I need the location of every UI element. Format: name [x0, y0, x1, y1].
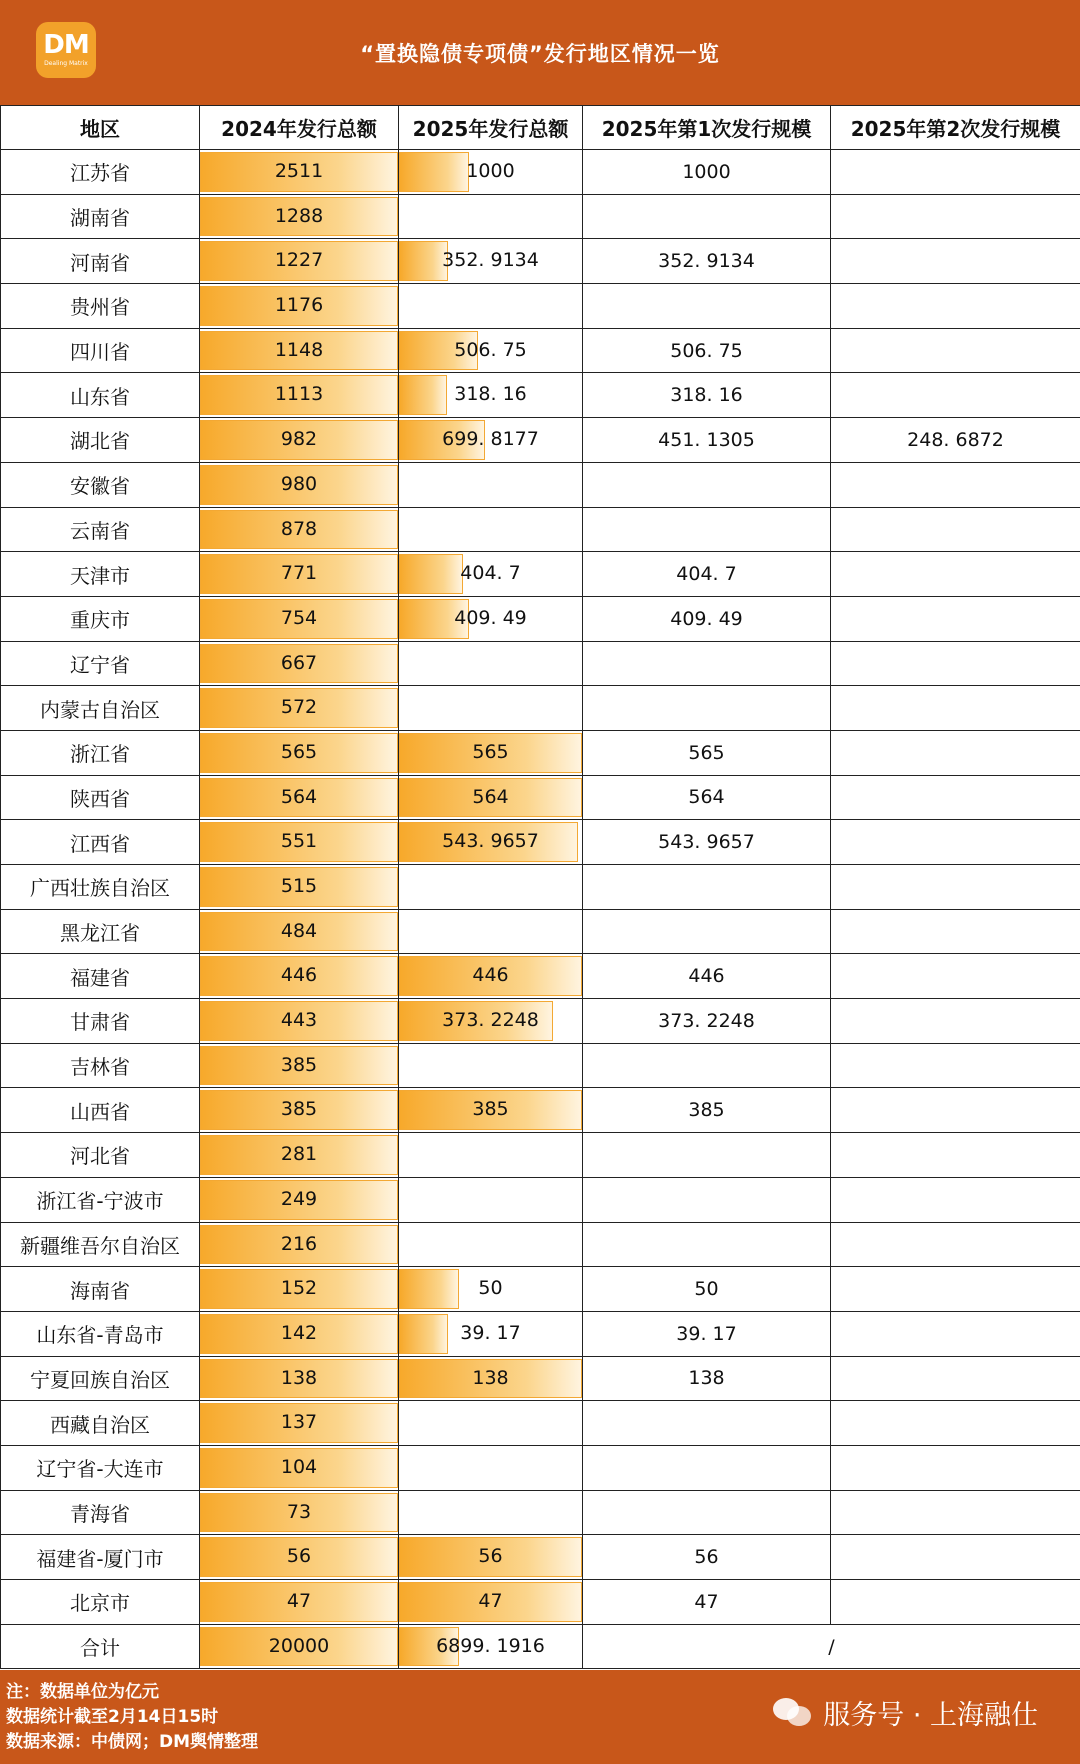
value-2025: 352. 9134 — [442, 249, 539, 272]
cell-region: 北京市 — [1, 1580, 200, 1625]
cell-2024-total — [200, 1043, 399, 1088]
cell-region: 河南省 — [1, 239, 200, 284]
cell-2025-first — [583, 865, 831, 910]
cell-2025-second — [831, 507, 1080, 552]
cell-2025-total — [399, 1445, 583, 1490]
cell-2024-total — [200, 596, 399, 641]
cell-2025-first: 385 — [583, 1088, 831, 1133]
cell-2025-total — [399, 775, 583, 820]
value-2025: 1000 — [466, 160, 515, 182]
cell-region: 湖南省 — [1, 194, 200, 239]
value-2024: 137 — [280, 1411, 318, 1434]
cell-2025-second — [831, 686, 1080, 731]
cell-2025-first: 506. 75 — [583, 328, 831, 373]
cell-2025-total — [399, 1133, 583, 1178]
cell-2025-second — [831, 1311, 1080, 1356]
table-row — [1, 507, 1080, 552]
cell-2024-total — [200, 507, 399, 552]
value-2025: 318. 16 — [454, 383, 527, 406]
cell-2024-total — [200, 1311, 399, 1356]
cell-2025-first: 56 — [583, 1535, 831, 1580]
cell-region: 辽宁省-大连市 — [1, 1445, 200, 1490]
bar-2025 — [399, 375, 447, 415]
cell-2024-total — [200, 686, 399, 731]
cell-region: 辽宁省 — [1, 641, 200, 686]
cell-2025-first — [583, 284, 831, 329]
cell-2025-first: 47 — [583, 1580, 831, 1625]
cell-2024-total — [200, 1624, 399, 1669]
cell-2025-total — [399, 1222, 583, 1267]
cell-2025-second — [831, 552, 1080, 597]
cell-2025-total — [399, 239, 583, 284]
cell-2025-first — [583, 1133, 831, 1178]
cell-2024-total — [200, 865, 399, 910]
cell-region: 浙江省-宁波市 — [1, 1177, 200, 1222]
value-2024: 878 — [280, 517, 318, 540]
cell-2025-second — [831, 1177, 1080, 1222]
header-banner — [0, 0, 1080, 105]
value-2024: 1148 — [274, 338, 324, 361]
cell-2025-first: 451. 1305 — [583, 418, 831, 463]
value-2024: 104 — [280, 1455, 318, 1478]
cell-region: 海南省 — [1, 1267, 200, 1312]
cell-2025-second — [831, 1580, 1080, 1625]
cell-2025-total — [399, 1401, 583, 1446]
cell-2024-total — [200, 462, 399, 507]
table-row — [1, 284, 1080, 329]
value-2024: 1113 — [274, 383, 324, 406]
note-unit: 注：数据单位为亿元 — [6, 1682, 159, 1702]
cell-2025-total — [399, 373, 583, 418]
cell-region: 陕西省 — [1, 775, 200, 820]
value-2024: 551 — [280, 830, 318, 853]
table-row — [1, 730, 1080, 775]
value-2024: 443 — [280, 1009, 318, 1032]
value-2024: 980 — [280, 472, 318, 495]
logo-subtext: Dealing Matrix — [44, 60, 88, 67]
column-header-region: 地区 — [1, 106, 200, 150]
value-2024: 1288 — [274, 204, 324, 227]
cell-2025-first: 1000 — [583, 150, 831, 195]
value-2025: 404. 7 — [460, 562, 521, 585]
cell-2024-total — [200, 1535, 399, 1580]
cell-2025-total — [399, 1088, 583, 1133]
cell-2024-total — [200, 730, 399, 775]
cell-2025-total — [399, 596, 583, 641]
cell-region: 江西省 — [1, 820, 200, 865]
cell-2025-second — [831, 596, 1080, 641]
cell-region: 云南省 — [1, 507, 200, 552]
column-header-2024-total: 2024年发行总额 — [200, 106, 399, 150]
cell-2025-total — [399, 999, 583, 1044]
value-2024: 484 — [280, 919, 318, 942]
table-row — [1, 1311, 1080, 1356]
cell-2025-total — [399, 284, 583, 329]
cell-region: 甘肃省 — [1, 999, 200, 1044]
value-2024: 2511 — [274, 160, 324, 182]
cell-2025-second — [831, 999, 1080, 1044]
wechat-icon — [773, 1696, 813, 1728]
value-2024: 1176 — [274, 294, 324, 317]
cell-2025-first: 446 — [583, 954, 831, 999]
cell-region: 内蒙古自治区 — [1, 686, 200, 731]
column-header-2025-first: 2025年第1次发行规模 — [583, 106, 831, 150]
cell-2025-second — [831, 462, 1080, 507]
cell-2025-total — [399, 641, 583, 686]
cell-2024-total — [200, 1222, 399, 1267]
cell-2025-first: 39. 17 — [583, 1311, 831, 1356]
cell-region: 黑龙江省 — [1, 909, 200, 954]
cell-2025-second — [831, 775, 1080, 820]
cell-2025-second — [831, 1088, 1080, 1133]
cell-2024-total — [200, 418, 399, 463]
table-row — [1, 328, 1080, 373]
note-source: 数据来源：中债网；DM舆情整理 — [6, 1732, 259, 1752]
cell-2025-first — [583, 1177, 831, 1222]
cell-2025-second — [831, 1356, 1080, 1401]
table-row — [1, 150, 1080, 195]
value-2025: 543. 9657 — [442, 830, 539, 853]
cell-2024-total — [200, 909, 399, 954]
cell-2025-issuance-merged: / — [583, 1624, 1080, 1669]
cell-2025-total — [399, 1580, 583, 1625]
value-2024: 982 — [280, 428, 318, 451]
cell-2025-first: 352. 9134 — [583, 239, 831, 284]
value-2024: 47 — [286, 1590, 312, 1612]
bar-2025 — [399, 152, 469, 192]
value-2024: 142 — [280, 1321, 318, 1344]
cell-2025-first — [583, 1043, 831, 1088]
cell-2024-total — [200, 239, 399, 284]
cell-2024-total — [200, 999, 399, 1044]
cell-2024-total — [200, 552, 399, 597]
value-2024: 152 — [280, 1277, 318, 1300]
cell-region: 四川省 — [1, 328, 200, 373]
cell-region: 西藏自治区 — [1, 1401, 200, 1446]
cell-2024-total — [200, 1267, 399, 1312]
cell-2024-total — [200, 1356, 399, 1401]
cell-2025-first: 50 — [583, 1267, 831, 1312]
cell-2025-second — [831, 641, 1080, 686]
value-2025: 446 — [472, 964, 509, 987]
cell-2025-second — [831, 150, 1080, 195]
cell-2025-total — [399, 1356, 583, 1401]
cell-region: 安徽省 — [1, 462, 200, 507]
footer-banner — [0, 1670, 1080, 1764]
value-2024: 565 — [280, 740, 318, 763]
value-2025: 50 — [478, 1277, 503, 1300]
table-row — [1, 462, 1080, 507]
cell-2025-second — [831, 373, 1080, 418]
cell-2024-total — [200, 820, 399, 865]
value-2025: 138 — [472, 1366, 509, 1389]
cell-region: 贵州省 — [1, 284, 200, 329]
value-2024: 216 — [280, 1232, 318, 1255]
cell-2024-total — [200, 954, 399, 999]
cell-2025-first — [583, 1222, 831, 1267]
cell-2025-total — [399, 909, 583, 954]
cell-2025-first — [583, 194, 831, 239]
value-2025: 699. 8177 — [442, 428, 539, 451]
cell-region: 重庆市 — [1, 596, 200, 641]
cell-region: 吉林省 — [1, 1043, 200, 1088]
cell-2025-second — [831, 730, 1080, 775]
table-row — [1, 1445, 1080, 1490]
cell-region: 新疆维吾尔自治区 — [1, 1222, 200, 1267]
cell-2025-second — [831, 1535, 1080, 1580]
value-2025: 56 — [478, 1545, 503, 1568]
table-row — [1, 641, 1080, 686]
cell-2025-first: 373. 2248 — [583, 999, 831, 1044]
table-row — [1, 1222, 1080, 1267]
cell-2024-total — [200, 284, 399, 329]
cell-2025-second — [831, 1490, 1080, 1535]
table-row — [1, 194, 1080, 239]
value-2024: 564 — [280, 785, 318, 808]
value-2025: 47 — [478, 1590, 503, 1612]
cell-region: 山东省-青岛市 — [1, 1311, 200, 1356]
cell-2025-second — [831, 194, 1080, 239]
cell-2025-second — [831, 328, 1080, 373]
value-2024: 249 — [280, 1187, 318, 1210]
cell-2025-second — [831, 909, 1080, 954]
footer-notes — [6, 1680, 258, 1755]
cell-region: 福建省-厦门市 — [1, 1535, 200, 1580]
table-total-row — [1, 1624, 1080, 1669]
table-row — [1, 1267, 1080, 1312]
column-header-2025-second: 2025年第2次发行规模 — [831, 106, 1080, 150]
cell-region: 浙江省 — [1, 730, 200, 775]
cell-region: 山西省 — [1, 1088, 200, 1133]
cell-2025-first: 543. 9657 — [583, 820, 831, 865]
cell-2024-total — [200, 194, 399, 239]
table-row — [1, 1043, 1080, 1088]
cell-2025-total — [399, 552, 583, 597]
table-row — [1, 552, 1080, 597]
cell-2025-second — [831, 1222, 1080, 1267]
cell-2025-second — [831, 865, 1080, 910]
table-row — [1, 820, 1080, 865]
cell-2024-total — [200, 1088, 399, 1133]
value-2025: 373. 2248 — [442, 1009, 539, 1032]
table-row — [1, 239, 1080, 284]
cell-2024-total — [200, 775, 399, 820]
cell-2025-first — [583, 1490, 831, 1535]
value-2024: 385 — [280, 1053, 318, 1076]
cell-region: 广西壮族自治区 — [1, 865, 200, 910]
table-row — [1, 373, 1080, 418]
cell-2024-total — [200, 1177, 399, 1222]
bar-2025 — [399, 241, 448, 281]
value-2025: 409. 49 — [454, 606, 527, 629]
cell-2024-total — [200, 373, 399, 418]
table-row — [1, 909, 1080, 954]
cell-region: 福建省 — [1, 954, 200, 999]
cell-2025-second — [831, 954, 1080, 999]
bar-2025 — [399, 554, 463, 594]
cell-2025-first — [583, 641, 831, 686]
value-2024: 667 — [280, 651, 318, 674]
table-row — [1, 954, 1080, 999]
value-2024: 446 — [280, 964, 318, 987]
value-2025: 506. 75 — [454, 338, 527, 361]
cell-2025-second — [831, 284, 1080, 329]
table-row — [1, 1356, 1080, 1401]
cell-2025-first: 404. 7 — [583, 552, 831, 597]
cell-2025-total — [399, 1177, 583, 1222]
table-body — [1, 150, 1080, 1669]
bar-2025 — [399, 1314, 448, 1354]
cell-2025-second: 248. 6872 — [831, 418, 1080, 463]
table-row — [1, 1401, 1080, 1446]
cell-2025-first: 318. 16 — [583, 373, 831, 418]
value-2024: 572 — [280, 696, 318, 719]
value-2024: 73 — [286, 1500, 312, 1523]
cell-2025-total — [399, 1267, 583, 1312]
value-2025: 564 — [472, 785, 509, 808]
cell-2025-second — [831, 1043, 1080, 1088]
value-2024: 20000 — [268, 1634, 330, 1657]
cell-2025-second — [831, 1401, 1080, 1446]
cell-2025-total — [399, 328, 583, 373]
issuance-table — [0, 105, 1080, 1669]
cell-2024-total — [200, 1401, 399, 1446]
cell-2025-total — [399, 418, 583, 463]
bar-2025 — [399, 1269, 459, 1309]
cell-2025-second — [831, 1445, 1080, 1490]
cell-2024-total — [200, 1133, 399, 1178]
table-row — [1, 865, 1080, 910]
cell-2025-first — [583, 909, 831, 954]
table-row — [1, 1580, 1080, 1625]
cell-2025-total — [399, 507, 583, 552]
cell-2025-first — [583, 686, 831, 731]
value-2025: 39. 17 — [460, 1321, 521, 1344]
cell-region: 合计 — [1, 1624, 200, 1669]
cell-2025-total — [399, 462, 583, 507]
cell-2025-total — [399, 1535, 583, 1580]
cell-2025-first: 138 — [583, 1356, 831, 1401]
cell-2025-first — [583, 462, 831, 507]
table-row — [1, 1133, 1080, 1178]
cell-region: 天津市 — [1, 552, 200, 597]
cell-2025-total — [399, 686, 583, 731]
cell-2025-total — [399, 730, 583, 775]
brand-badge — [773, 1692, 1038, 1732]
cell-2024-total — [200, 1580, 399, 1625]
brand-text: 服务号 · 上海融仕 — [823, 1699, 1038, 1731]
value-2025: 6899. 1916 — [436, 1634, 545, 1657]
table-row — [1, 686, 1080, 731]
cell-2025-total — [399, 1490, 583, 1535]
table-row — [1, 1088, 1080, 1133]
table-row — [1, 1535, 1080, 1580]
cell-2025-total — [399, 820, 583, 865]
value-2024: 56 — [286, 1545, 312, 1568]
value-2024: 138 — [280, 1366, 318, 1389]
cell-2025-second — [831, 1267, 1080, 1312]
table-row — [1, 418, 1080, 463]
value-2024: 515 — [280, 875, 318, 897]
cell-2024-total — [200, 1490, 399, 1535]
table-row — [1, 1490, 1080, 1535]
cell-2025-second — [831, 820, 1080, 865]
cell-2025-second — [831, 1133, 1080, 1178]
cell-region: 山东省 — [1, 373, 200, 418]
cell-2025-first: 565 — [583, 730, 831, 775]
cell-2024-total — [200, 1445, 399, 1490]
table-row — [1, 999, 1080, 1044]
cell-2025-total — [399, 954, 583, 999]
value-2024: 281 — [280, 1143, 318, 1166]
value-2024: 754 — [280, 606, 318, 629]
cell-region: 湖北省 — [1, 418, 200, 463]
note-cutoff: 数据统计截至2月14日15时 — [6, 1707, 219, 1727]
cell-2025-total — [399, 1624, 583, 1669]
cell-region: 青海省 — [1, 1490, 200, 1535]
logo-text: DM — [43, 30, 89, 60]
cell-2024-total — [200, 641, 399, 686]
value-2024: 1227 — [274, 249, 324, 272]
cell-region: 河北省 — [1, 1133, 200, 1178]
cell-region: 宁夏回族自治区 — [1, 1356, 200, 1401]
cell-2025-total — [399, 865, 583, 910]
table-row — [1, 596, 1080, 641]
value-2025: 385 — [472, 1098, 509, 1121]
cell-2024-total — [200, 328, 399, 373]
cell-2025-first: 409. 49 — [583, 596, 831, 641]
cell-2025-first — [583, 507, 831, 552]
value-2025: 565 — [472, 740, 509, 763]
cell-2025-first — [583, 1445, 831, 1490]
cell-2025-total — [399, 194, 583, 239]
page-title: “置换隐债专项债”发行地区情况一览 — [360, 41, 720, 66]
cell-2025-total — [399, 150, 583, 195]
cell-2025-total — [399, 1043, 583, 1088]
issuance-table-wrapper — [0, 105, 1080, 1669]
cell-region: 江苏省 — [1, 150, 200, 195]
table-row — [1, 775, 1080, 820]
cell-2025-second — [831, 239, 1080, 284]
column-header-2025-total: 2025年发行总额 — [399, 106, 583, 150]
value-2024: 771 — [280, 562, 318, 585]
cell-2025-first: 564 — [583, 775, 831, 820]
value-2024: 385 — [280, 1098, 318, 1121]
cell-2025-first — [583, 1401, 831, 1446]
table-header-row — [1, 106, 1080, 150]
cell-2025-total — [399, 1311, 583, 1356]
table-row — [1, 1177, 1080, 1222]
cell-2024-total — [200, 150, 399, 195]
